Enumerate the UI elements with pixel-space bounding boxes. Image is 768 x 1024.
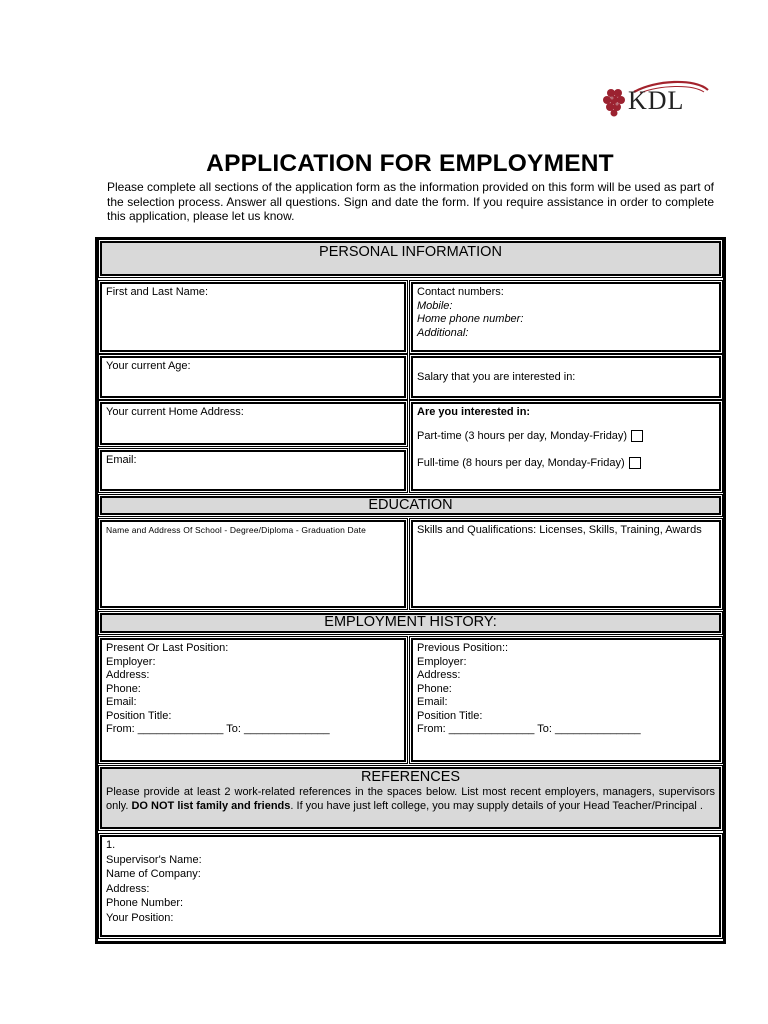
age-label: Your current Age: — [106, 360, 191, 372]
education-heading: EDUCATION — [368, 497, 453, 513]
full-time-checkbox[interactable] — [629, 457, 641, 469]
previous-position-field[interactable] — [411, 638, 721, 762]
address-label: Address: — [106, 669, 150, 681]
your-position-label: Your Position: — [106, 911, 174, 924]
phone-label: Phone: — [106, 682, 141, 695]
home-address-field[interactable] — [100, 402, 406, 445]
reference-phone-label: Phone Number: — [106, 897, 184, 909]
address-label: Address: — [417, 669, 461, 681]
employer-label: Employer: — [106, 655, 156, 668]
phone-label: Phone: — [417, 682, 452, 695]
company-logo — [600, 80, 712, 122]
education-header — [100, 496, 721, 515]
additional-phone-label: Additional: — [417, 326, 469, 339]
date-range-label: From: ______________ To: ______________ — [417, 723, 641, 735]
home-address-label: Your current Home Address: — [106, 406, 244, 418]
part-time-option[interactable] — [417, 430, 643, 444]
mobile-label: Mobile: — [417, 299, 453, 312]
company-name-label: Name of Company: — [106, 868, 201, 880]
employment-heading: EMPLOYMENT HISTORY: — [324, 614, 497, 630]
contact-numbers-field[interactable] — [411, 282, 721, 352]
school-field[interactable] — [100, 520, 406, 608]
position-title-label: Position Title: — [417, 709, 483, 722]
reference-entry[interactable] — [100, 835, 721, 937]
references-heading: REFERENCES — [360, 769, 461, 785]
work-type-field — [411, 402, 721, 491]
part-time-checkbox[interactable] — [631, 430, 643, 442]
references-header — [100, 767, 721, 829]
employment-header — [100, 613, 721, 633]
home-phone-label: Home phone number: — [417, 313, 524, 325]
position-title-label: Position Title: — [106, 709, 172, 722]
previous-position-label: Previous Position:: — [417, 642, 509, 654]
skills-label: Skills and Qualifications: Licenses, Skills, Training, Awards — [417, 524, 702, 536]
logo-text: KDL — [628, 86, 685, 115]
part-time-label: Part-time (3 hours per day, Monday-Friday) — [417, 430, 628, 442]
contact-label: Contact numbers: — [417, 286, 504, 298]
email-label: Email: — [417, 696, 448, 708]
email-label: Email: — [106, 696, 137, 708]
skills-field[interactable] — [411, 520, 721, 608]
email-label: Email: — [106, 454, 137, 466]
reference-address-label: Address: — [106, 882, 150, 895]
full-time-label: Full-time (8 hours per day, Monday-Friday) — [417, 457, 625, 469]
salary-field[interactable] — [411, 356, 721, 398]
present-position-field[interactable] — [100, 638, 406, 762]
date-range-label: From: ______________ To: ______________ — [106, 723, 330, 735]
references-note: . If you have just left college, you may supply details of your Head Teacher/Principal . — [290, 799, 703, 812]
employer-label: Employer: — [417, 655, 467, 668]
supervisor-name-label: Supervisor's Name: — [106, 853, 202, 866]
full-time-option[interactable] — [417, 457, 641, 471]
school-label: Name and Address Of School - Degree/Diploma - Graduation Date — [106, 525, 367, 535]
salary-label: Salary that you are interested in: — [417, 371, 576, 383]
personal-info-header — [100, 241, 721, 276]
page-title: APPLICATION FOR EMPLOYMENT — [206, 150, 614, 177]
name-label: First and Last Name: — [106, 286, 209, 298]
age-field[interactable] — [100, 356, 406, 398]
references-instructions: Please provide at least 2 work-related references in the spaces below. List most recent employers, managers, supervisors only. — [106, 786, 715, 812]
intro-text: Please complete all sections of the application form as the information provided on this form will be used as part of the selection process. Answer all questions. Sign and date the form. If you require assistance in order to complete this application, please let us know. — [107, 180, 714, 223]
reference-number: 1. — [106, 839, 116, 851]
name-field[interactable] — [100, 282, 406, 352]
references-warning: DO NOT list family and friends — [131, 799, 291, 812]
interest-label: Are you interested in: — [417, 406, 531, 418]
present-position-label: Present Or Last Position: — [106, 642, 229, 654]
email-field[interactable] — [100, 450, 406, 491]
personal-info-heading: PERSONAL INFORMATION — [319, 244, 502, 260]
